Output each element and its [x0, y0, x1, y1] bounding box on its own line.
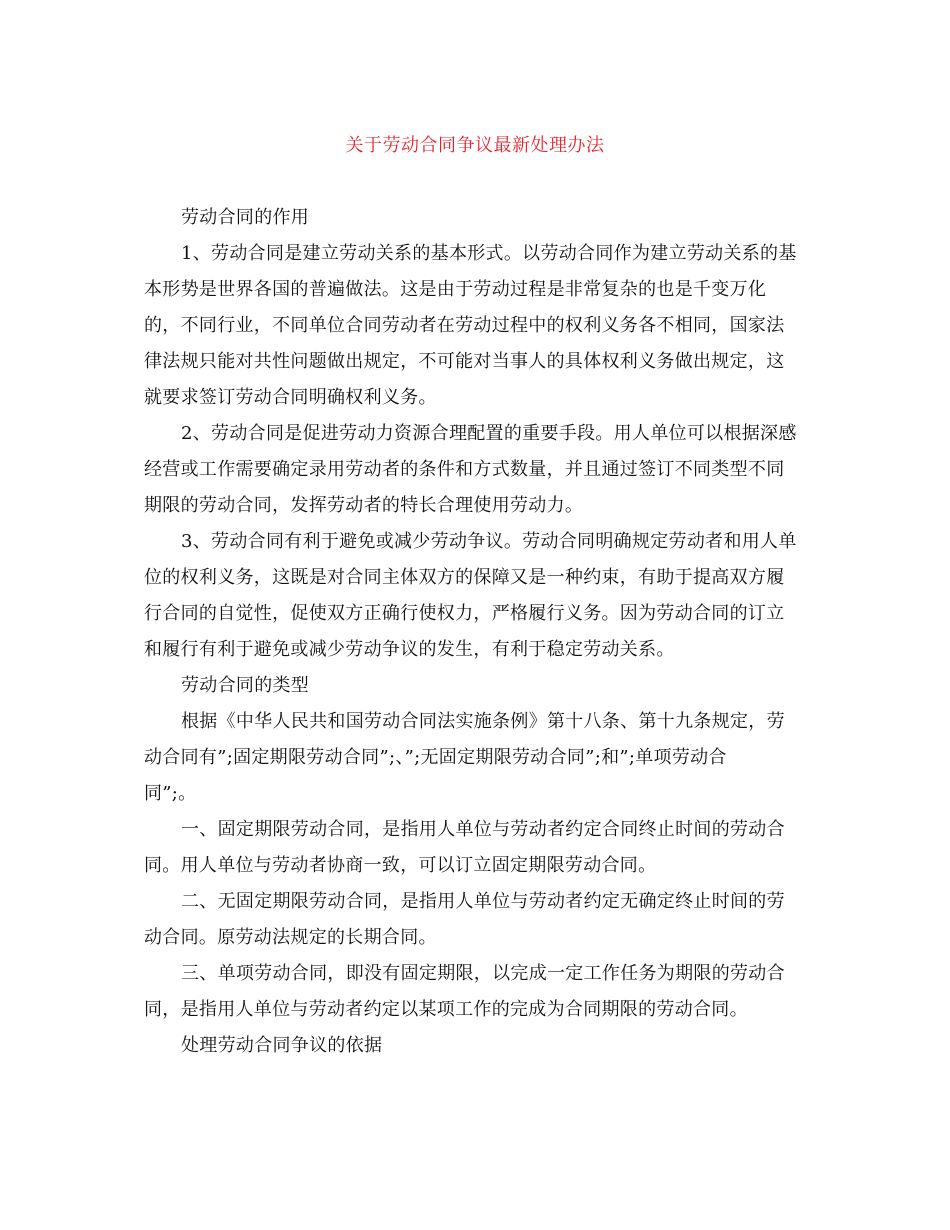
section-heading-role: 劳动合同的作用 [181, 207, 310, 228]
paragraph-line: 动合同有”;固定期限劳动合同”;、”;无固定期限劳动合同”;和”;单项劳动合 [144, 747, 727, 768]
paragraph-line: 一、固定期限劳动合同，是指用人单位与劳动者约定合同终止时间的劳动合 [181, 819, 785, 840]
paragraph-line: 同。用人单位与劳动者协商一致，可以订立固定期限劳动合同。 [144, 855, 657, 876]
paragraph-line: 位的权利义务，这既是对合同主体双方的保障又是一种约束，有助于提高双方履 [144, 567, 785, 588]
paragraph-line: 本形势是世界各国的普遍做法。这是由于劳动过程是非常复杂的也是千变万化 [144, 279, 767, 300]
paragraph-line: 2、劳动合同是促进劳动力资源合理配置的重要手段。用人单位可以根据深感 [181, 423, 797, 444]
paragraph-line: 行合同的自觉性，促使双方正确行使权力，严格履行义务。因为劳动合同的订立 [144, 603, 785, 624]
paragraph-line: 3、劳动合同有利于避免或减少劳动争议。劳动合同明确规定劳动者和用人单 [181, 531, 797, 552]
paragraph-line: 和履行有利于避免或减少劳动争议的发生，有利于稳定劳动关系。 [144, 639, 675, 660]
section-heading-basis: 处理劳动合同争议的依据 [181, 1035, 383, 1056]
paragraph-line: 的，不同行业，不同单位合同劳动者在劳动过程中的权利义务各不相同，国家法 [144, 315, 785, 336]
paragraph-line: 律法规只能对共性问题做出规定，不可能对当事人的具体权利义务做出规定，这 [144, 351, 785, 372]
paragraph-line: 二、无固定期限劳动合同，是指用人单位与劳动者约定无确定终止时间的劳 [181, 891, 785, 912]
paragraph-line: 动合同。原劳动法规定的长期合同。 [144, 927, 437, 948]
paragraph-line: 根据《中华人民共和国劳动合同法实施条例》第十八条、第十九条规定，劳 [181, 711, 785, 732]
paragraph-line: 同”;。 [144, 783, 197, 804]
paragraph-line: 经营或工作需要确定录用劳动者的条件和方式数量，并且通过签订不同类型不同 [144, 459, 785, 480]
paragraph-line: 期限的劳动合同，发挥劳动者的特长合理使用劳动力。 [144, 495, 584, 516]
document-title: 关于劳动合同争议最新处理办法 [345, 135, 605, 156]
paragraph-line: 就要求签订劳动合同明确权利义务。 [144, 387, 437, 408]
section-heading-types: 劳动合同的类型 [181, 675, 310, 696]
paragraph-line: 1、劳动合同是建立劳动关系的基本形式。以劳动合同作为建立劳动关系的基 [181, 243, 797, 264]
paragraph-line: 同，是指用人单位与劳动者约定以某项工作的完成为合同期限的劳动合同。 [144, 999, 748, 1020]
paragraph-line: 三、单项劳动合同，即没有固定期限，以完成一定工作任务为期限的劳动合 [181, 963, 785, 984]
